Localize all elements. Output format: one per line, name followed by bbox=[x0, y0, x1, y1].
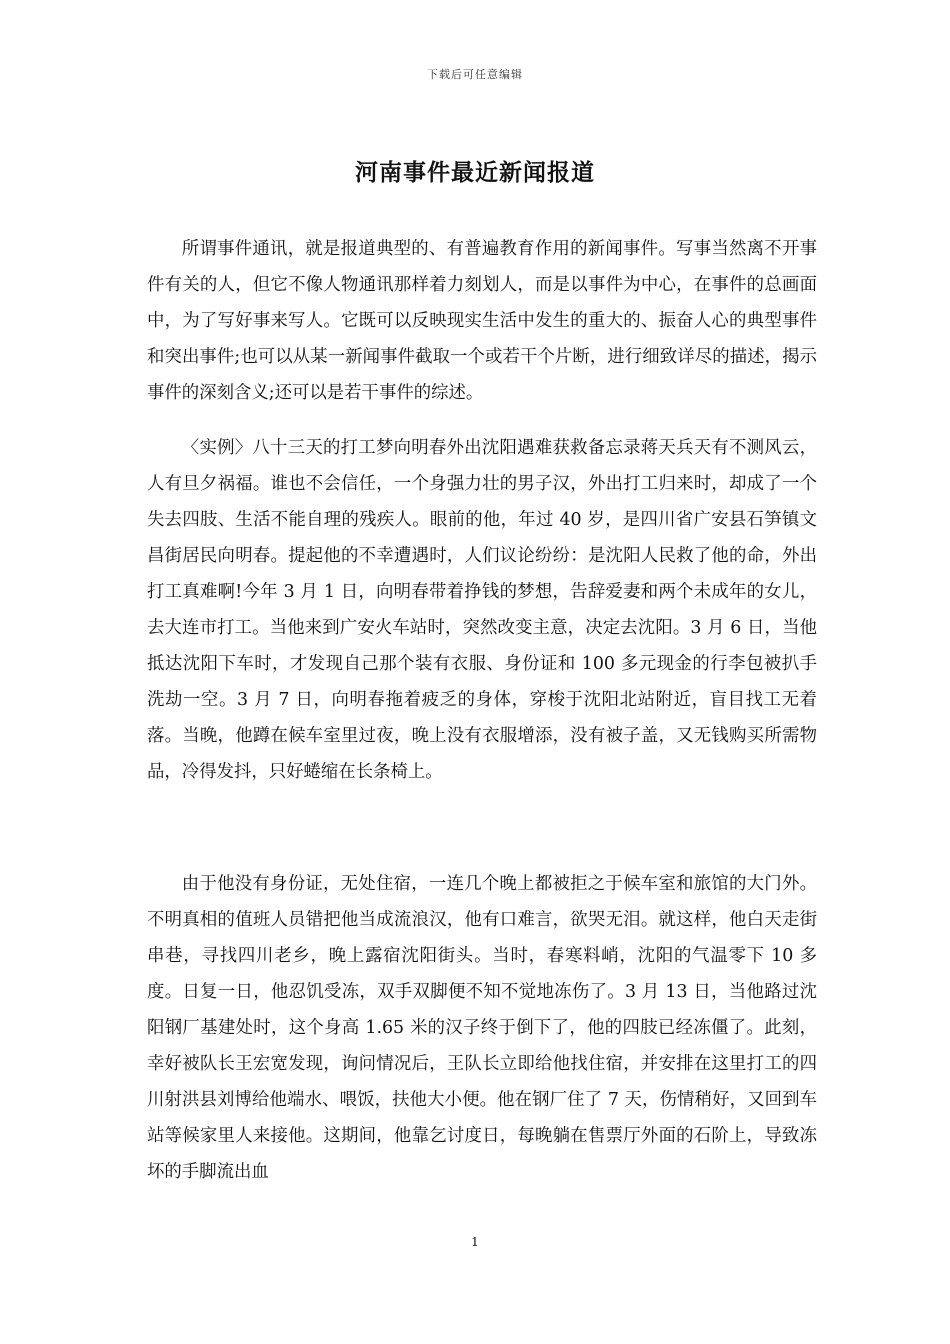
paragraph-intro bbox=[147, 231, 817, 411]
document-title: 河南事件最近新闻报道 bbox=[355, 159, 595, 186]
paragraph-continuation bbox=[147, 866, 817, 1190]
header-note: 下载后可任意编辑 bbox=[427, 68, 523, 81]
paragraph-text: 所谓事件通讯，就是报道典型的、有普遍教育作用的新闻事件。写事当然离不开事件有关的人，但它不像人物通讯那样着力刻划人，而是以事件为中心，在事件的总画面中，为了写好事来写人。它既可以反映现实生活中发生的重大的、振奋人心的典型事件和突出事件;也可以从某一新闻事件截取一个或若干个片断，进行细致详尽的描述，揭示事件的深刻含义;还可以是若干事件的综述。 bbox=[147, 239, 817, 403]
paragraph-text: 〈实例〉八十三天的打工梦向明春外出沈阳遇难获救备忘录蒋天兵天有不测风云，人有旦夕祸福。谁也不会信任，一个身强力壮的男子汉，外出打工归来时，却成了一个失去四肢、生活不能自理的残疾人。眼前的他，年过 40 岁，是四川省广安县石笋镇文昌街居民向明春。提起他的不幸遭遇时，人们议论纷纷：是沈阳人民救了他的命，外出打工真难啊!今年 3 月 1 日，向明春带着挣钱的梦想，告辞爱妻和两个未成年的女儿，去大连市打工。当他来到广安火车站时，突然改变主意，决定去沈阳。3 月 6 日，当他抵达沈阳下车时，才发现自己那个装有衣服、身份证和 100 多元现金的行李包被扒手洗劫一空。3 月 7 日，向明春拖着疲乏的身体，穿梭于沈阳北站附近，盲目找工无着落。当晚，他蹲在候车室里过夜，晚上没有衣服增添，没有被子盖，又无钱购买所需物品，冷得发抖，只好蜷缩在长条椅上。 bbox=[147, 438, 817, 782]
paragraph-text: 由于他没有身份证，无处住宿，一连几个晚上都被拒之于候车室和旅馆的大门外。不明真相的值班人员错把他当成流浪汉，他有口难言，欲哭无泪。就这样，他白天走街串巷，寻找四川老乡，晚上露宿沈阳街头。当时，春寒料峭，沈阳的气温零下 10 多度。日复一日，他忍饥受冻，双手双脚便不知不觉地冻伤了。3 月 13 日，当他路过沈阳钢厂基建处时，这个身高 1.65 米的汉子终于倒下了，他的四肢已经冻僵了。此刻，幸好被队长王宏宽发现，询问情况后，王队长立即给他找住宿，并安排在这里打工的四川射洪县刘博给他端水、喂饭，扶他大小便。他在钢厂住了 7 天，伤情稍好，又回到车站等候家里人来接他。这期间，他靠乞讨度日，每晚躺在售票厅外面的石阶上，导致冻坏的手脚流出血 bbox=[147, 874, 817, 1182]
paragraph-example bbox=[147, 430, 817, 790]
page-number: 1 bbox=[471, 1235, 479, 1249]
